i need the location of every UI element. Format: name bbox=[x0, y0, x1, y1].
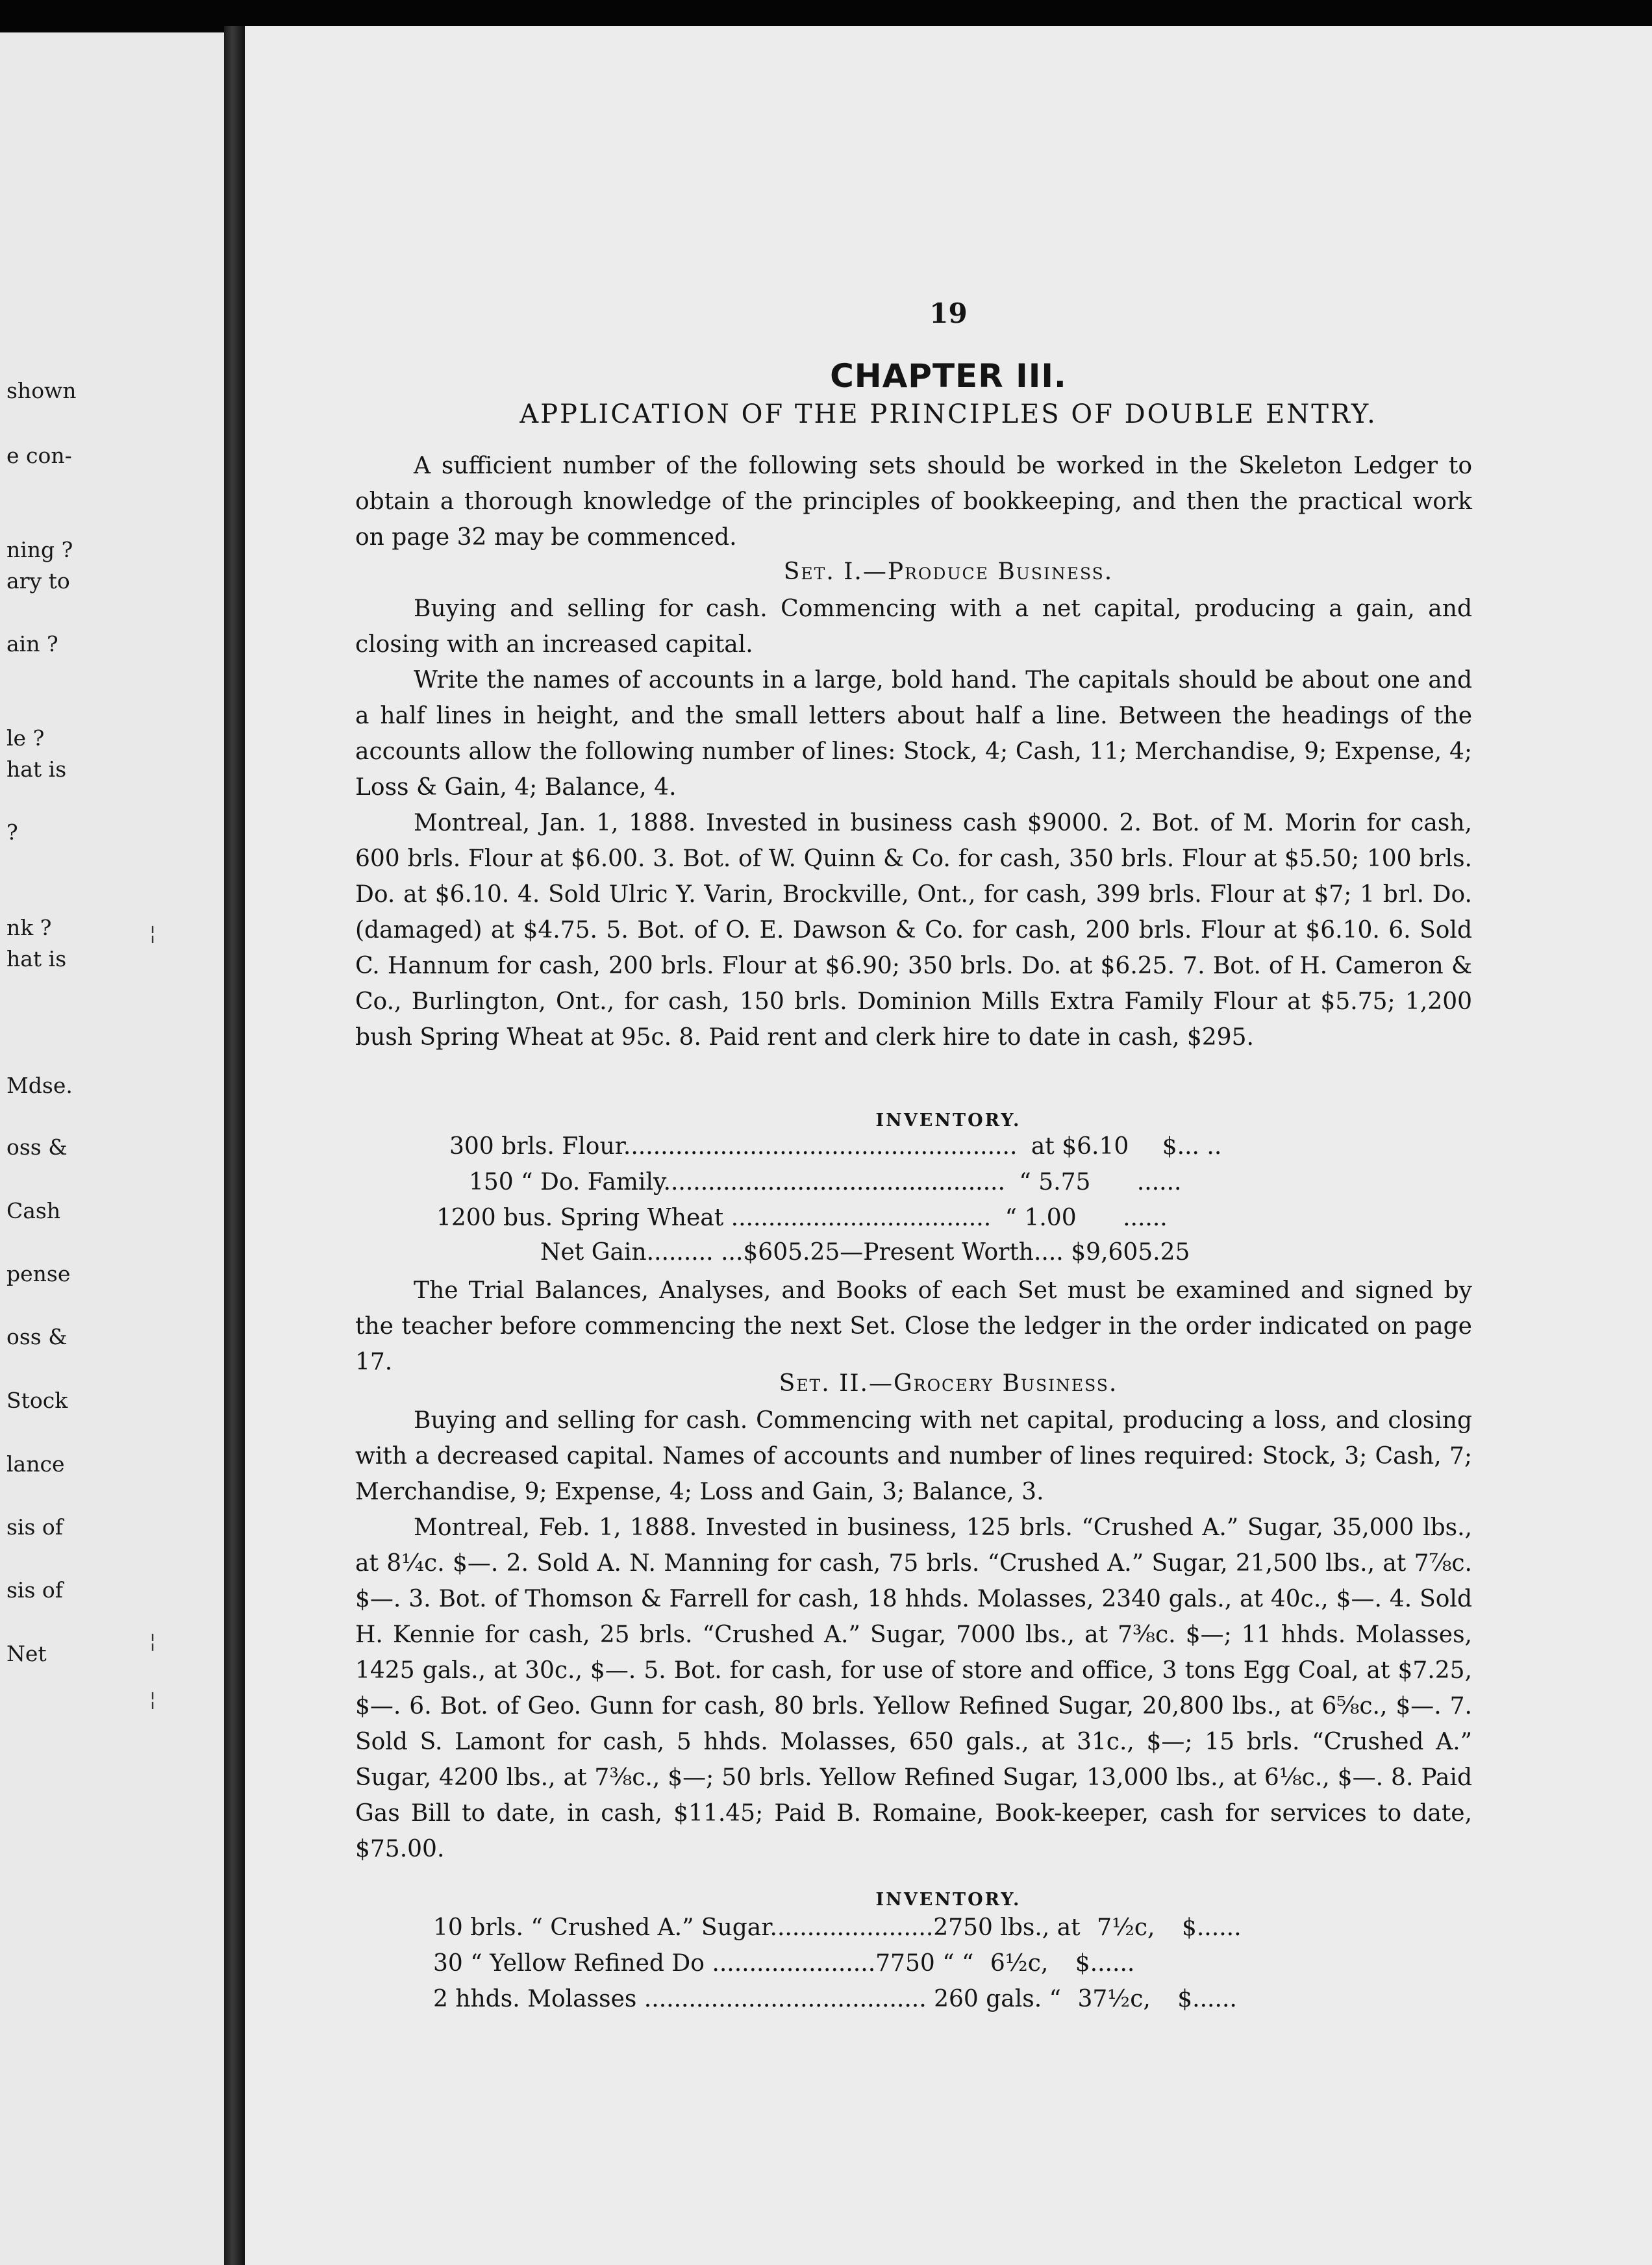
inventory-row: 30 “ Yellow Refined Do ......................7750 “ “ 6½c, $...... bbox=[433, 1950, 1135, 1977]
set-1-heading: Set. I.—Produce Business. bbox=[783, 558, 1114, 585]
chapter-subtitle: APPLICATION OF THE PRINCIPLES OF DOUBLE ENTRY. bbox=[519, 399, 1377, 429]
book-spine bbox=[224, 26, 245, 2265]
set-1-text: Buying and selling for cash. Commencing with a net capital, producing a gain, and closing with an increased capital. Write the names of accounts in a large, bold hand. The capitals should be about one and a half lines in height, and the small letters about half a line. Between the headings of the accounts allow the following number of lines: Stock, 4; Cash, 11; Merchandise, 9; Expense, 4; Loss & Gain, 4; Balance, 4. Montreal, Jan. 1, 1888. Invested in business cash $9000. 2. Bot. of M. Morin for cash, 600 brls. Flour at $6.00. 3. Bot. of W. Quinn & Co. for cash, 350 brls. Flour at $5.50; 100 brls. Do. at $6.10. 4. Sold Ulric Y. Varin, Brockville, Ont., for cash, 399 brls. Flour at $7; 1 brl. Do. (damaged) at $4.75. 5. Bot. of O. E. Dawson & Co. for cash, 200 brls. Flour at $6.10. 6. Sold C. Hannum for cash, 200 brls. Flour at $6.90; 350 brls. Do. at $6.25. 7. Bot. of H. Cameron & Co., Burlington, Ont., for cash, 150 brls. Dominion Mills Extra Family Flour at $5.75; 1,200 bush Spring Wheat at 95c. 8. Paid rent and clerk hire to date in cash, $295. bbox=[355, 595, 1472, 1051]
inventory-row: 10 brls. “ Crushed A.” Sugar......................2750 lbs., at 7½c, $...... bbox=[433, 1914, 1242, 1941]
intro-paragraph: A sufficient number of the following sets should be worked in the Skeleton Ledger to obtain a thorough knowledge of the principles of bookkeeping, and then the practical work on page 32 may be commenced. bbox=[355, 453, 1472, 551]
chapter-title: CHAPTER III. bbox=[830, 357, 1067, 395]
set-1-closing-text: The Trial Balances, Analyses, and Books of each Set must be examined and signed by the teacher before commencing the next Set. Close the ledger in the order indicated on page 17. bbox=[355, 1277, 1472, 1375]
net-gain-line: Net Gain......... ...$605.25—Present Worth.... $9,605.25 bbox=[540, 1239, 1190, 1266]
inventory-row: 2 hhds. Molasses ...................................... 260 gals. “ 37½c, $...... bbox=[433, 1986, 1237, 2012]
book-page bbox=[245, 26, 1652, 2265]
page-number: 19 bbox=[929, 297, 968, 329]
inventory-row: 150 “ Do. Family.............................................. “ 5.75 ...... bbox=[469, 1169, 1182, 1195]
inventory-row: 300 brls. Flour..................................................... at $6.10 $... .. bbox=[449, 1133, 1222, 1160]
margin-mark: ¦ bbox=[149, 922, 156, 945]
set-1-inventory-heading: INVENTORY. bbox=[875, 1110, 1021, 1131]
set-2-text: Buying and selling for cash. Commencing with net capital, producing a loss, and closing with a decreased capital. Names of accounts and number of lines required: Stock, 3; Cash, 7; Merchandise, 9; Expense, 4; Loss and Gain, 3; Balance, 3. Montreal, Feb. 1, 1888. Invested in business, 125 brls. “Crushed A.” Sugar, 35,000 lbs., at 8¼c. $—. 2. Sold A. N. Manning for cash, 75 brls. “Crushed A.” Sugar, 21,500 lbs., at 7⅞c. $—. 3. Bot. of Thomson & Farrell for cash, 18 hhds. Molasses, 2340 gals., at 40c., $—. 4. Sold H. Kennie for cash, 25 brls. “Crushed A.” Sugar, 7000 lbs., at 7⅜c. $—; 11 hhds. Molasses, 1425 gals., at 30c., $—. 5. Bot. for cash, for use of store and office, 3 tons Egg Coal, at $7.25, $—. 6. Bot. of Geo. Gunn for cash, 80 brls. Yellow Refined Sugar, 20,800 lbs., at 6⅝c., $—. 7. Sold S. Lamont for cash, 5 hhds. Molasses, 650 gals., at 31c., $—; 15 brls. “Crushed A.” Sugar, 4200 lbs., at 7⅜c., $—; 50 brls. Yellow Refined Sugar, 13,000 lbs., at 6⅛c., $—. 8. Paid Gas Bill to date, in cash, $11.45; Paid B. Romaine, Book-keeper, cash for services to date, $75.00. bbox=[355, 1407, 1472, 1862]
set-2-inventory-heading: INVENTORY. bbox=[875, 1890, 1021, 1910]
margin-mark: ¦ bbox=[149, 1630, 156, 1653]
margin-mark: ¦ bbox=[149, 1688, 156, 1711]
inventory-row: 1200 bus. Spring Wheat ................................... “ 1.00 ...... bbox=[436, 1205, 1168, 1231]
set-2-heading: Set. II.—Grocery Business. bbox=[779, 1370, 1118, 1397]
